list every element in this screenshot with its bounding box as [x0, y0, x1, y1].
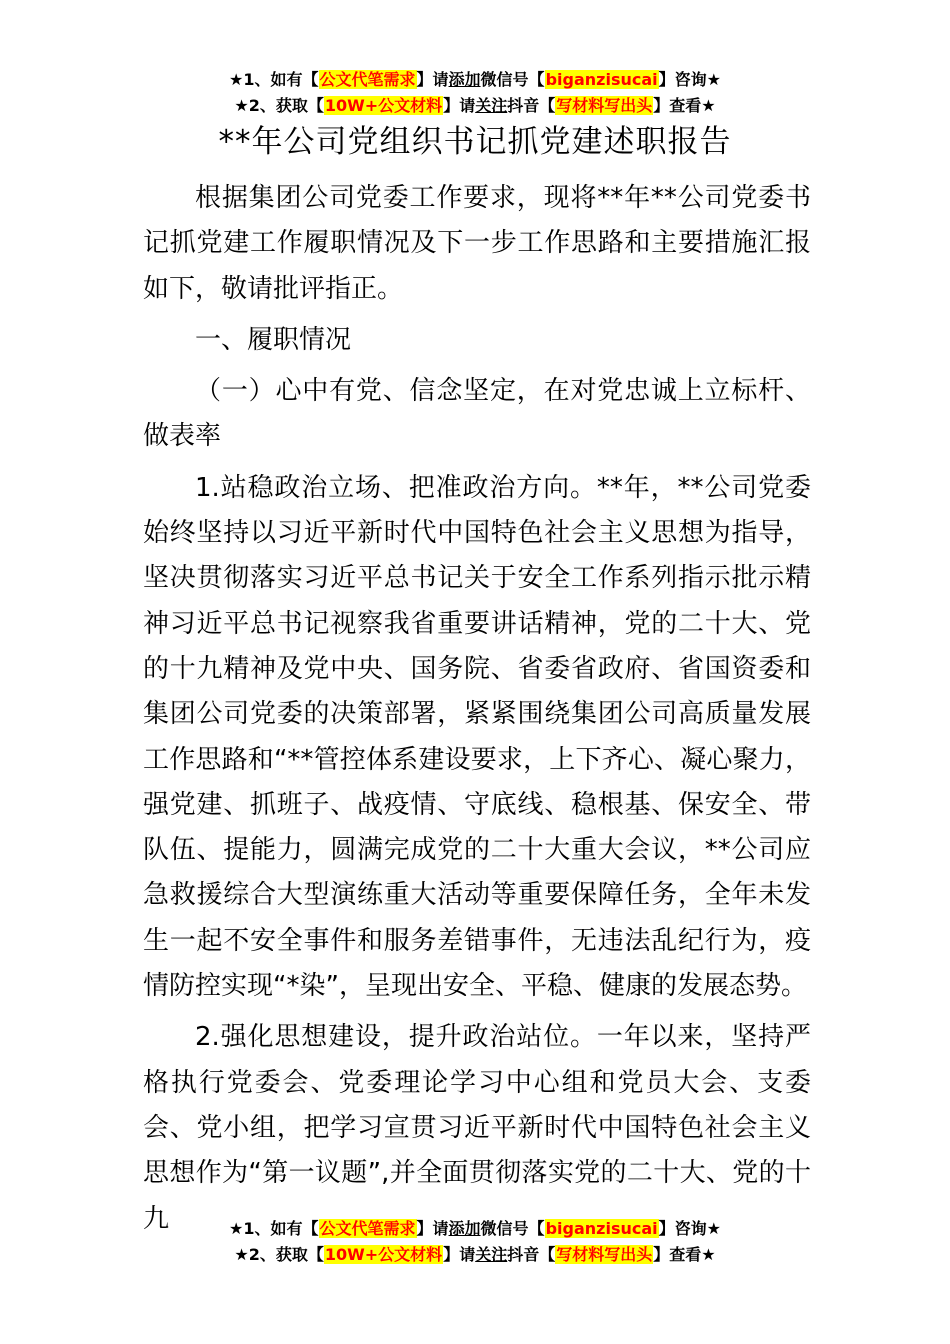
- banner-line-1: [0, 1216, 950, 1242]
- banner-highlight: biganzisucai: [545, 70, 658, 89]
- banner-text: 】请: [416, 1219, 449, 1238]
- bottom-banner: [0, 1216, 950, 1268]
- banner-highlight: 10W+公文材料: [324, 96, 443, 115]
- banner-line-1: [0, 67, 950, 93]
- banner-text: 】咨询★: [658, 70, 721, 89]
- banner-text: 】咨询★: [658, 1219, 721, 1238]
- banner-text: ★2、获取【: [234, 96, 324, 115]
- banner-text: 微信号【: [480, 70, 545, 89]
- banner-text: 微信号【: [480, 1219, 545, 1238]
- banner-underlined-text: 添加: [448, 1219, 481, 1238]
- paragraph-item-2: 2.强化思想建设，提升政治站位。一年以来，坚持严格执行党委会、党委理论学习中心组和党员大会、支委会、党小组，把学习宣贯习近平新时代中国特色社会主义思想作为“第一议题”,并全面贯彻落实党的二十大、党的十九: [143, 1022, 811, 1234]
- banner-text: 】查看★: [653, 96, 716, 115]
- banner-text: 】请: [443, 96, 476, 115]
- banner-highlight: 写材料写出头: [556, 96, 653, 115]
- banner-highlight: biganzisucai: [545, 1219, 658, 1238]
- banner-text: ★1、如有【: [229, 70, 319, 89]
- banner-highlight: 公文代笔需求: [319, 1219, 416, 1238]
- banner-text: 抖音【: [507, 96, 556, 115]
- banner-text: 】请: [443, 1245, 476, 1264]
- banner-underlined-text: 关注: [475, 96, 508, 115]
- banner-highlight: 10W+公文材料: [324, 1245, 443, 1264]
- banner-underlined-text: 关注: [475, 1245, 508, 1264]
- banner-text: 】查看★: [653, 1245, 716, 1264]
- banner-text: ★1、如有【: [229, 1219, 319, 1238]
- banner-highlight: 公文代笔需求: [319, 70, 416, 89]
- banner-highlight: 写材料写出头: [556, 1245, 653, 1264]
- subsection-heading: （一）心中有党、信念坚定，在对党忠诚上立标杆、做表率: [143, 376, 811, 452]
- top-banner: [0, 67, 950, 119]
- banner-line-2: [0, 1242, 950, 1268]
- document-title: **年公司党组织书记抓党建述职报告: [218, 124, 732, 160]
- banner-text: ★2、获取【: [234, 1245, 324, 1264]
- banner-text: 抖音【: [507, 1245, 556, 1264]
- banner-line-2: [0, 93, 950, 119]
- banner-text: 】请: [416, 70, 449, 89]
- banner-underlined-text: 添加: [448, 70, 481, 89]
- document-body: [143, 176, 811, 1242]
- paragraph-intro: 根据集团公司党委工作要求，现将**年**公司党委书记抓党建工作履职情况及下一步工作思路和主要措施汇报如下，敬请批评指正。: [143, 183, 811, 304]
- section-heading: 一、履职情况: [195, 324, 352, 355]
- paragraph-item-1: 1.站稳政治立场、把准政治方向。**年，**公司党委始终坚持以习近平新时代中国特色社会主义思想为指导，坚决贯彻落实习近平总书记关于安全工作系列指示批示精神习近平总书记视察我省重要讲话精神，党的二十大、党的十九精神及党中央、国务院、省委省政府、省国资委和集团公司党委的决策部署，紧紧围绕集团公司高质量发展工作思路和“**管控体系建设要求，上下齐心、凝心聚力，强党建、抓班子、战疫情、守底线、稳根基、保安全、带队伍、提能力，圆满完成党的二十大重大会议，**公司应急救援综合大型演练重大活动等重要保障任务，全年未发生一起不安全事件和服务差错事件，无违法乱纪行为，疫情防控实现“*染”，呈现出安全、平稳、健康的发展态势。: [143, 472, 811, 1002]
